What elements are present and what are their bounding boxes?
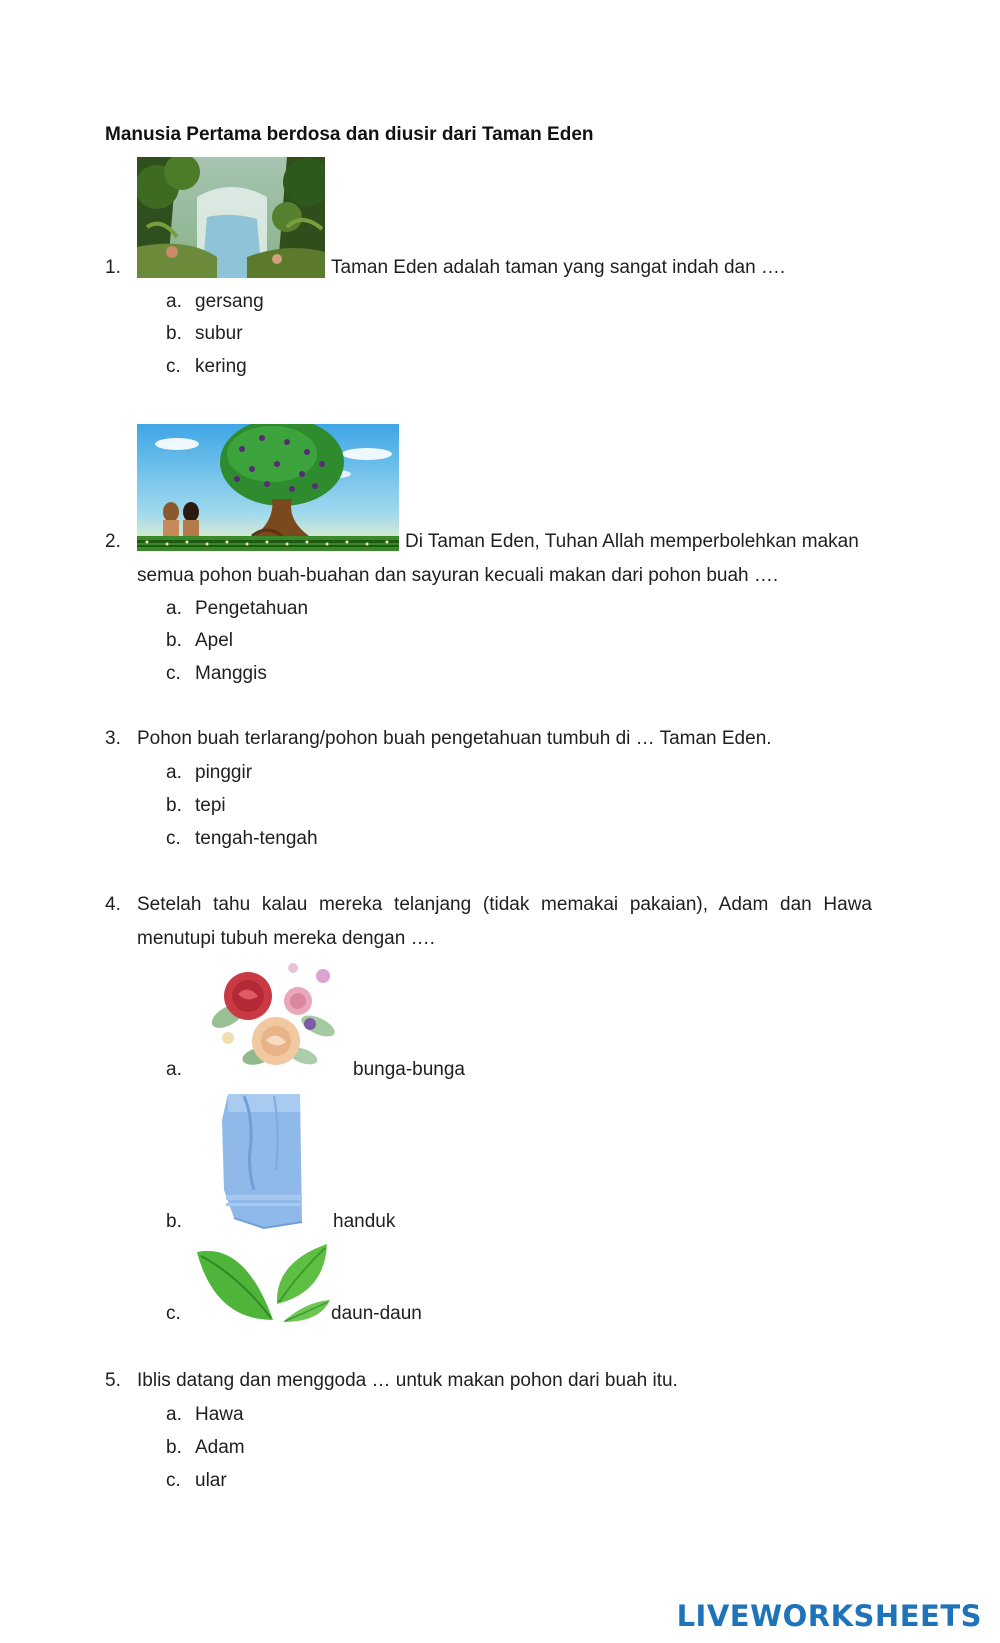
- question-4-option-a[interactable]: bunga-bunga: [353, 1059, 465, 1080]
- liveworksheets-logo-text: LIVEWORKSHEETS: [676, 1599, 982, 1633]
- question-2-option-b[interactable]: Apel: [195, 630, 234, 651]
- question-2-option-c[interactable]: Manggis: [195, 663, 267, 684]
- liveworksheets-logo[interactable]: [676, 1598, 1000, 1634]
- eden-garden-image: [137, 157, 325, 278]
- question-3-option-a[interactable]: pinggir: [195, 762, 253, 783]
- leaves-image[interactable]: [195, 1242, 330, 1325]
- question-5-option-c[interactable]: ular: [195, 1470, 227, 1491]
- question-1-option-b-letter: b.: [166, 323, 182, 344]
- question-1-option-b[interactable]: subur: [195, 323, 243, 344]
- question-4-option-b[interactable]: handuk: [333, 1211, 396, 1232]
- question-4-option-b-letter: b.: [166, 1211, 182, 1232]
- question-1-number: 1.: [105, 257, 121, 278]
- question-3-option-c-letter: c.: [166, 828, 181, 849]
- question-4-option-a-letter: a.: [166, 1059, 182, 1080]
- question-1-text: Taman Eden adalah taman yang sangat indah dan ….: [331, 257, 786, 278]
- page-title: Manusia Pertama berdosa dan diusir dari Taman Eden: [105, 124, 594, 145]
- question-3-option-a-letter: a.: [166, 762, 182, 783]
- question-5-option-b[interactable]: Adam: [195, 1437, 245, 1458]
- question-2-option-a-letter: a.: [166, 598, 182, 619]
- question-4-option-c-letter: c.: [166, 1303, 181, 1324]
- question-2-text-line2: semua pohon buah-buahan dan sayuran kecuali makan dari pohon buah ….: [137, 565, 779, 586]
- question-3-option-b[interactable]: tepi: [195, 795, 226, 816]
- question-5-option-b-letter: b.: [166, 1437, 182, 1458]
- tree-of-knowledge-image: [137, 424, 399, 551]
- question-2-number: 2.: [105, 531, 121, 552]
- question-2-option-b-letter: b.: [166, 630, 182, 651]
- question-1-option-a-letter: a.: [166, 291, 182, 312]
- question-3-option-b-letter: b.: [166, 795, 182, 816]
- question-5-number: 5.: [105, 1370, 121, 1391]
- question-4-number: 4.: [105, 894, 121, 915]
- flowers-image[interactable]: [198, 956, 348, 1076]
- question-2-option-a[interactable]: Pengetahuan: [195, 598, 309, 619]
- question-3-option-c[interactable]: tengah-tengah: [195, 828, 318, 849]
- question-5-option-a-letter: a.: [166, 1404, 182, 1425]
- question-3-number: 3.: [105, 728, 121, 749]
- towel-image[interactable]: [214, 1090, 306, 1230]
- question-2-text-line1: Di Taman Eden, Tuhan Allah memperbolehkan makan: [405, 531, 859, 552]
- question-1-option-a[interactable]: gersang: [195, 291, 264, 312]
- question-3-text: Pohon buah terlarang/pohon buah pengetahuan tumbuh di … Taman Eden.: [137, 728, 772, 749]
- question-2-option-c-letter: c.: [166, 663, 181, 684]
- question-4-option-c[interactable]: daun-daun: [331, 1303, 422, 1324]
- question-5-option-a[interactable]: Hawa: [195, 1404, 244, 1425]
- question-1-option-c[interactable]: kering: [195, 356, 247, 377]
- question-4-text-line1: Setelah tahu kalau mereka telanjang (tidak memakai pakaian), Adam dan Hawa: [137, 894, 872, 915]
- question-5-text: Iblis datang dan menggoda … untuk makan pohon dari buah itu.: [137, 1370, 678, 1391]
- question-1-option-c-letter: c.: [166, 356, 181, 377]
- question-5-option-c-letter: c.: [166, 1470, 181, 1491]
- question-4-text-line2: menutupi tubuh mereka dengan ….: [137, 928, 435, 949]
